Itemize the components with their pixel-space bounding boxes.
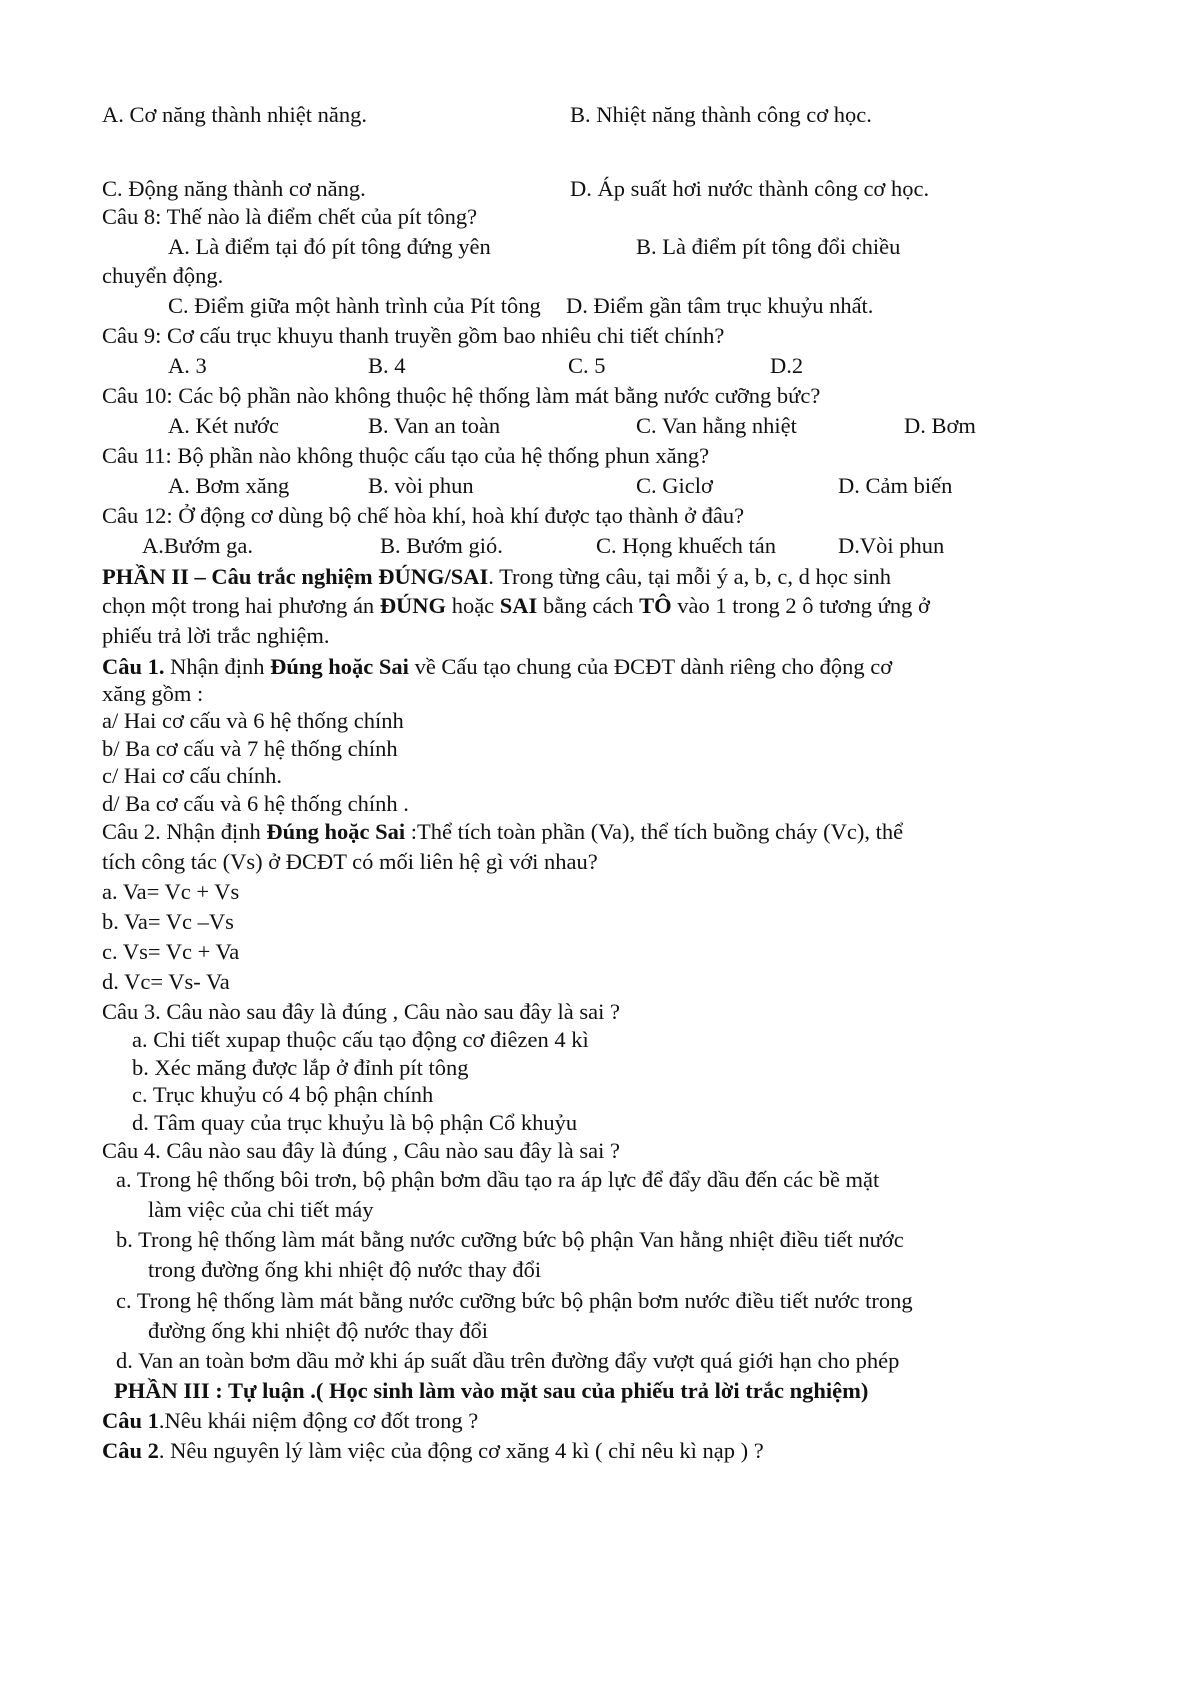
q7-option-d: D. Áp suất hơi nước thành công cơ học. [570, 176, 930, 201]
q8-question: Câu 8: Thế nào là điểm chết của pít tông? [102, 204, 478, 229]
part2-q4-b: b. Trong hệ thống làm mát bằng nước cưỡng bức bộ phận Van hằng nhiệt điều tiết nước [116, 1227, 904, 1252]
part2-bangcach-text: bằng cách [537, 593, 640, 618]
q10-option-c: C. Van hằng nhiệt [636, 413, 797, 438]
part2-q4-a: a. Trong hệ thống bôi trơn, bộ phận bơm dầu tạo ra áp lực để đẩy dầu đến các bề mặt [116, 1167, 880, 1192]
part2-intro-line3: phiếu trả lời trắc nghiệm. [102, 623, 330, 648]
part2-intro-line1 [102, 566, 891, 589]
part3-title: PHẦN III : Tự luận .( Học sinh làm vào mặt sau của phiếu trả lời trắc nghiệm) [114, 1378, 869, 1403]
part2-dung-label: ĐÚNG [379, 593, 447, 618]
part2-q1-b: b/ Ba cơ cấu và 7 hệ thống chính [102, 736, 398, 761]
q7-option-c: C. Động năng thành cơ năng. [102, 176, 366, 201]
q9-option-d: D.2 [770, 353, 804, 378]
part3-q1 [102, 1410, 478, 1433]
q10-option-a: A. Két nước [168, 413, 279, 438]
q8-option-b-cont: chuyển động. [102, 263, 224, 288]
part2-q2-label: Câu 2. Nhận định [102, 819, 267, 844]
part2-q2-c: c. Vs= Vc + Va [102, 939, 240, 964]
part2-q4-d: d. Van an toàn bơm dầu mở khi áp suất dầu trên đường đẩy vượt quá giới hạn cho phép [116, 1348, 900, 1373]
part2-q3-b: b. Xéc măng được lắp ở đỉnh pít tông [132, 1055, 469, 1080]
q12-option-a: A.Bướm ga. [142, 533, 253, 558]
part2-q2-d: d. Vc= Vs- Va [102, 969, 230, 994]
q12-option-d: D.Vòi phun [838, 533, 945, 558]
part2-q4: Câu 4. Câu nào sau đây là đúng , Câu nào sau đây là sai ? [102, 1138, 620, 1163]
part3-q1-label: Câu 1 [102, 1408, 159, 1433]
part2-intro-text2a: chọn một trong hai phương án [102, 593, 380, 618]
part3-q2 [102, 1440, 764, 1463]
part3-q1-text: .Nêu khái niệm động cơ đốt trong ? [158, 1408, 479, 1433]
q8-option-a: A. Là điểm tại đó pít tông đứng yên [168, 234, 491, 259]
q12-question: Câu 12: Ở động cơ dùng bộ chế hòa khí, hoà khí được tạo thành ở đâu? [102, 503, 745, 528]
part2-hoac-text: hoặc [446, 593, 500, 618]
part2-q1-text2: về Cấu tạo chung của ĐCĐT dành riêng cho động cơ [408, 654, 893, 679]
part2-q3-a: a. Chi tiết xupap thuộc cấu tạo động cơ điêzen 4 kì [132, 1027, 589, 1052]
part2-q3-d: d. Tâm quay của trục khuỷu là bộ phận Cổ khuỷu [132, 1110, 578, 1135]
q11-option-a: A. Bơm xăng [168, 473, 290, 498]
part2-q1-d: d/ Ba cơ cấu và 6 hệ thống chính . [102, 791, 409, 816]
part2-to-label: TÔ [639, 593, 672, 618]
q10-question: Câu 10: Các bộ phần nào không thuộc hệ thống làm mát bằng nước cưỡng bức? [102, 383, 821, 408]
q11-question: Câu 11: Bộ phần nào không thuộc cấu tạo của hệ thống phun xăng? [102, 443, 710, 468]
part2-intro-text1: . Trong từng câu, tại mỗi ý a, b, c, d học sinh [488, 564, 892, 589]
part2-intro-line2 [102, 595, 930, 618]
q9-option-b: B. 4 [368, 353, 406, 378]
part2-q2 [102, 821, 903, 844]
q10-option-d: D. Bơm [904, 413, 976, 438]
part2-q2-a: a. Va= Vc + Vs [102, 879, 240, 904]
q7-option-b: B. Nhiệt năng thành công cơ học. [570, 102, 872, 127]
q11-option-c: C. Giclơ [636, 473, 713, 498]
q8-option-c: C. Điểm giữa một hành trình của Pít tông [168, 293, 541, 318]
q8-option-b: B. Là điểm pít tông đổi chiều [636, 234, 901, 259]
part2-q1-bold: Đúng hoặc Sai [270, 654, 409, 679]
q8-option-d: D. Điểm gần tâm trục khuỷu nhất. [566, 293, 874, 318]
q12-option-c: C. Họng khuếch tán [596, 533, 776, 558]
part2-q3-c: c. Trục khuỷu có 4 bộ phận chính [132, 1082, 434, 1107]
part2-q4-c: c. Trong hệ thống làm mát bằng nước cưỡng bức bộ phận bơm nước điều tiết nước trong [116, 1288, 913, 1313]
part2-q2-bold: Đúng hoặc Sai [266, 819, 406, 844]
part2-q4-a-cont: làm việc của chi tiết máy [148, 1197, 374, 1222]
part2-intro-text2b: vào 1 trong 2 ô tương ứng ở [671, 593, 930, 618]
part2-q1-text1: Nhận định [164, 654, 271, 679]
part2-q2-cont: tích công tác (Vs) ở ĐCĐT có mối liên hệ gì với nhau? [102, 849, 598, 874]
part2-q1-c: c/ Hai cơ cấu chính. [102, 763, 282, 788]
q9-option-c: C. 5 [568, 353, 606, 378]
part3-q2-label: Câu 2 [102, 1438, 159, 1463]
q9-option-a: A. 3 [168, 353, 207, 378]
part2-q1-label: Câu 1. [102, 654, 165, 679]
part2-q3: Câu 3. Câu nào sau đây là đúng , Câu nào sau đây là sai ? [102, 999, 620, 1024]
part2-q4-b-cont: trong đường ống khi nhiệt độ nước thay đổi [148, 1257, 542, 1282]
q12-option-b: B. Bướm gió. [380, 533, 503, 558]
part2-q1 [102, 656, 892, 679]
part2-title: PHẦN II – Câu trắc nghiệm ĐÚNG/SAI [102, 564, 489, 589]
part2-sai-label: SAI [499, 593, 538, 618]
q11-option-b: B. vòi phun [368, 473, 474, 498]
q10-option-b: B. Van an toàn [368, 413, 501, 438]
part3-q2-text: . Nêu nguyên lý làm việc của động cơ xăng 4 kì ( chỉ nêu kì nạp ) ? [158, 1438, 764, 1463]
q7-option-a: A. Cơ năng thành nhiệt năng. [102, 102, 367, 127]
part2-q1-a: a/ Hai cơ cấu và 6 hệ thống chính [102, 708, 404, 733]
part2-q4-c-cont: đường ống khi nhiệt độ nước thay đổi [148, 1318, 489, 1343]
part2-q1-cont: xăng gồm : [102, 681, 204, 706]
part2-q2-text: :Thể tích toàn phần (Va), thể tích buồng cháy (Vc), thể [405, 819, 904, 844]
q9-question: Câu 9: Cơ cấu trục khuyu thanh truyền gồm bao nhiêu chi tiết chính? [102, 323, 725, 348]
part2-q2-b: b. Va= Vc –Vs [102, 909, 234, 934]
q11-option-d: D. Cảm biến [838, 473, 953, 498]
